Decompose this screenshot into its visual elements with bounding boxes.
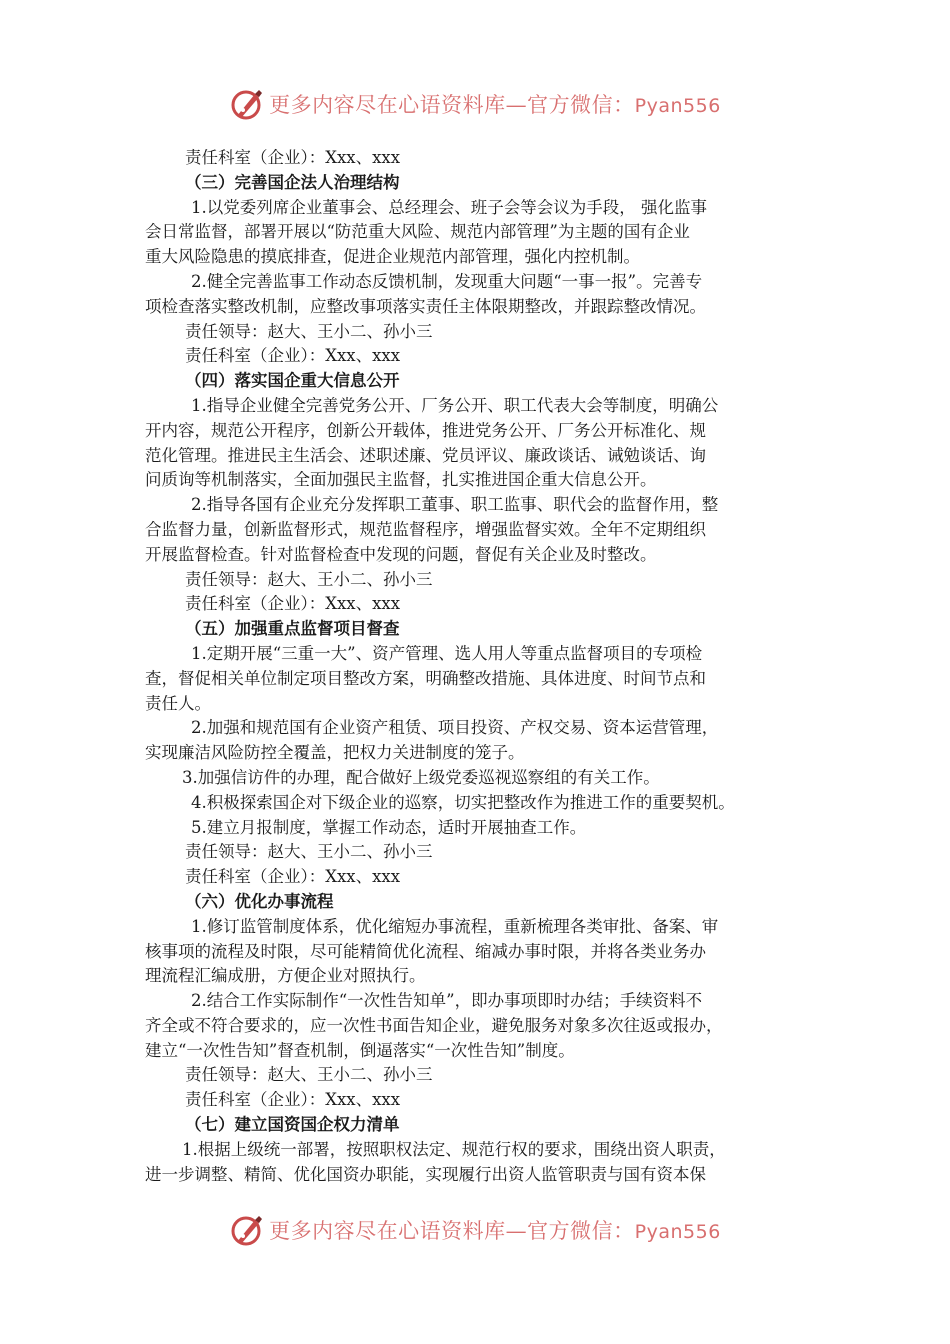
section-heading: （七）建立国资国企权力清单 [185,1115,400,1135]
text-line: 进一步调整、精简、优化国资办职能，实现履行出资人监管职责与国有资本保 [145,1164,706,1184]
text-line: 3.加强信访件的办理，配合做好上级党委巡视巡察组的有关工作。 [182,767,660,787]
text-line: 会日常监督，部署开展以“防范重大风险、规范内部管理”为主题的国有企业 [145,222,690,242]
text-line: 责任领导：赵大、王小二、孙小三 [185,569,433,589]
pen-logo-icon [229,1212,265,1248]
text-line: 1.以党委列席企业董事会、总经理会、班子会等会议为手段， 强化监事 [191,197,707,217]
text-line: 1.指导企业健全完善党务公开、厂务公开、职工代表大会等制度，明确公 [191,395,719,415]
text-line: 查，督促相关单位制定项目整改方案，明确整改措施、具体进度、时间节点和 [145,668,706,688]
text-line: 1.修订监管制度体系，优化缩短办事流程，重新梳理各类审批、备案、审 [191,916,719,936]
section-heading: （六）优化办事流程 [185,891,334,911]
text-line: 责任科室（企业）：Xxx、xxx [185,1090,401,1110]
text-line: 2.结合工作实际制作“一次性告知单”，即办事项即时办结；手续资料不 [191,991,703,1011]
text-line: 问质询等机制落实，全面加强民主监督，扎实推进国企重大信息公开。 [145,470,657,490]
text-line: 合监督力量，创新监督形式，规范监督程序，增强监督实效。全年不定期组织 [145,519,706,539]
text-line: 4.积极探索国企对下级企业的巡察，切实把整改作为推进工作的重要契机。 [191,792,735,812]
section-heading: （五）加强重点监督项目督查 [185,619,400,639]
text-line: 责任科室（企业）：Xxx、xxx [185,346,401,366]
text-line: 齐全或不符合要求的，应一次性书面告知企业，避免服务对象多次往返或报办， [145,1015,723,1035]
banner-text: 更多内容尽在心语资料库—官方微信：Pyan556 [269,93,721,117]
text-line: 建立“一次性告知”督查机制，倒逼落实“一次性告知”制度。 [145,1040,575,1060]
header-banner [0,84,950,124]
text-line: 责任科室（企业）：Xxx、xxx [185,594,401,614]
document-body [145,146,810,1187]
text-line: 重大风险隐患的摸底排查，促进企业规范内部管理，强化内控机制。 [145,247,640,267]
text-line: 理流程汇编成册，方便企业对照执行。 [145,966,426,986]
text-line: 2.加强和规范国有企业资产租赁、项目投资、产权交易、资本运营管理， [191,718,719,738]
text-line: 开内容，规范公开程序，创新公开载体，推进党务公开、厂务公开标准化、规 [145,420,706,440]
text-line: 2.健全完善监事工作动态反馈机制，发现重大问题“一事一报”。完善专 [191,271,703,291]
text-line: 2.指导各国有企业充分发挥职工董事、职工监事、职代会的监督作用，整 [191,495,719,515]
text-line: 责任科室（企业）：Xxx、xxx [185,867,401,887]
text-line: 项检查落实整改机制，应整改事项落实责任主体限期整改，并跟踪整改情况。 [145,296,706,316]
text-line: 1.根据上级统一部署，按照职权法定、规范行权的要求，围绕出资人职责， [182,1139,726,1159]
footer-banner [0,1210,950,1250]
section-heading: （三）完善国企法人治理结构 [185,172,400,192]
text-line: 实现廉洁风险防控全覆盖，把权力关进制度的笼子。 [145,743,525,763]
text-line: 1.定期开展“三重一大”、资产管理、选人用人等重点监督项目的专项检 [191,643,703,663]
text-line: 责任领导：赵大、王小二、孙小三 [185,842,433,862]
text-line: 责任领导：赵大、王小二、孙小三 [185,1065,433,1085]
banner-text: 更多内容尽在心语资料库—官方微信：Pyan556 [269,1219,721,1243]
text-line: 范化管理。推进民主生活会、述职述廉、党员评议、廉政谈话、诫勉谈话、询 [145,445,706,465]
text-line: 责任领导：赵大、王小二、孙小三 [185,321,433,341]
text-line: 核事项的流程及时限，尽可能精简优化流程、缩减办事时限，并将各类业务办 [145,941,706,961]
text-line: 5.建立月报制度，掌握工作动态，适时开展抽查工作。 [191,817,587,837]
pen-logo-icon [229,86,265,122]
text-line: 责任人。 [145,693,211,713]
text-line: 责任科室（企业）：Xxx、xxx [185,148,401,167]
text-line: 开展监督检查。针对监督检查中发现的问题，督促有关企业及时整改。 [145,544,657,564]
section-heading: （四）落实国企重大信息公开 [185,371,400,391]
